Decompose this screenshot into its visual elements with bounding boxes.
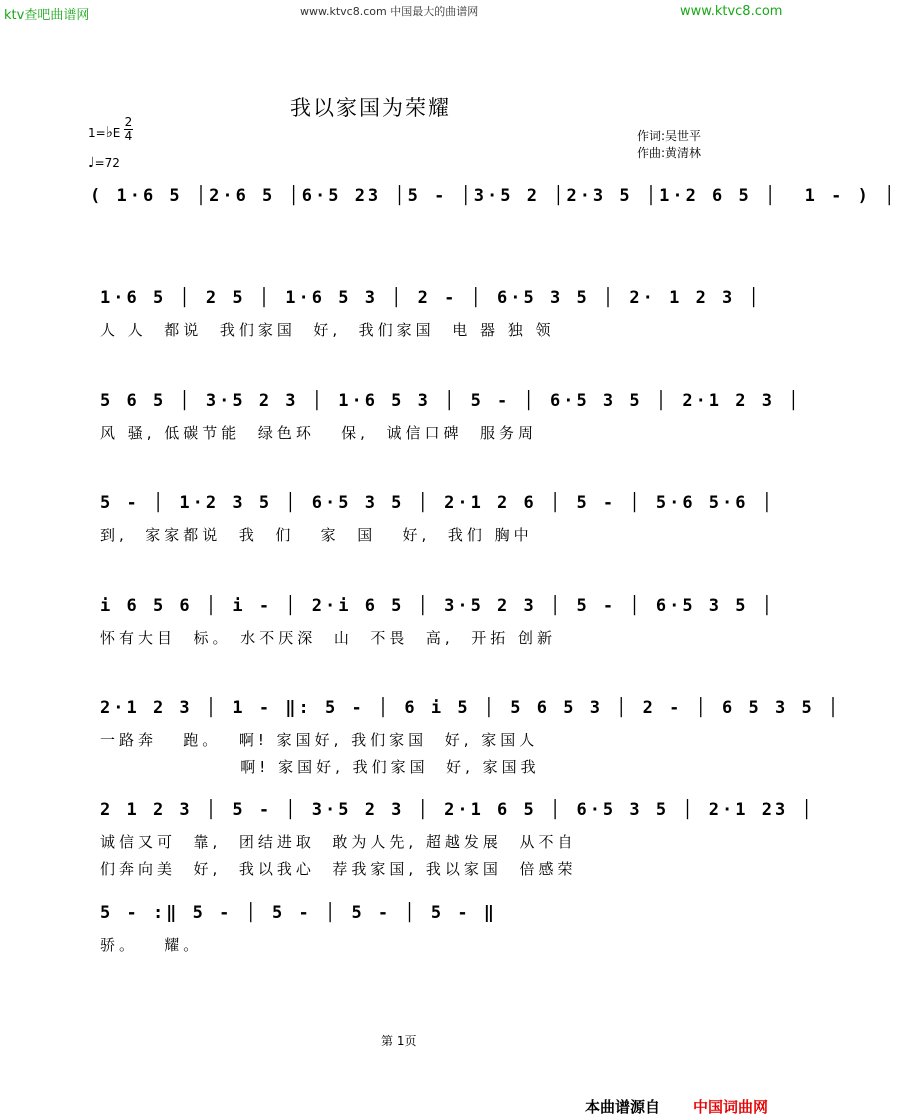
lyric-line-3: 到, 家家都说 我 们 家 国 好, 我们 胸中 <box>100 526 533 544</box>
lyric-line-6b: 们奔向美 好, 我以我心 荐我家国, 我以家国 倍感荣 <box>100 860 577 878</box>
site-header-banner: www.ktvc8.com 中国最大的曲谱网 <box>300 5 479 18</box>
site-logo-right[interactable]: www.ktvc8.com <box>680 4 783 19</box>
time-unit: 4 <box>124 129 133 143</box>
source-label: 本曲谱源自 <box>585 1098 661 1116</box>
notation-line-3: 5 - │ 1·2 3 5 │ 6·5 3 5 │ 2·1 2 6 │ 5 - │ 5·6 5·6 │ <box>100 493 775 513</box>
composer-credit: 作曲:黄清林 <box>637 146 702 160</box>
lyric-line-1: 人 人 都说 我们家国 好, 我们家国 电 器 独 领 <box>100 321 555 339</box>
song-title: 我以家国为荣耀 <box>290 96 451 120</box>
lyric-line-5b: 啊! 家国好, 我们家国 好, 家国我 <box>100 758 540 776</box>
notation-line-2: 5 6 5 │ 3·5 2 3 │ 1·6 5 3 │ 5 - │ 6·5 3 5 │ 2·1 2 3 │ <box>100 391 802 411</box>
lyricist-credit: 作词:吴世平 <box>637 129 702 143</box>
page-number: 第 1页 <box>381 1034 417 1048</box>
lyric-line-7: 骄。 耀。 <box>100 936 203 954</box>
notation-line-1: 1·6 5 │ 2 5 │ 1·6 5 3 │ 2 - │ 6·5 3 5 │ 2· 1 2 3 │ <box>100 288 762 308</box>
notation-line-6: 2 1 2 3 │ 5 - │ 3·5 2 3 │ 2·1 6 5 │ 6·5 3 5 │ 2·1 23 │ <box>100 800 815 820</box>
tempo-marking <box>88 155 120 171</box>
site-logo-left[interactable]: ktv查吧曲谱网 <box>4 8 90 23</box>
notation-line-7: 5 - :‖ 5 - │ 5 - │ 5 - │ 5 - ‖ <box>100 903 498 923</box>
notation-line-intro: ( 1·6 5 │2·6 5 │6·5 23 │5 - │3·5 2 │2·3 5 │1·2 6 5 │ 1 - ) │ <box>90 186 897 206</box>
lyric-line-4: 怀有大目 标。 水不厌深 山 不畏 高, 开拓 创新 <box>100 629 556 647</box>
source-site-link[interactable]: 中国词曲网 <box>693 1098 769 1116</box>
notation-line-4: i 6 5 6 │ i - │ 2·i 6 5 │ 3·5 2 3 │ 5 - │ 6·5 3 5 │ <box>100 596 775 616</box>
key-prefix: 1= <box>88 126 106 140</box>
time-beats: 2 <box>124 115 133 129</box>
notation-line-5: 2·1 2 3 │ 1 - ‖: 5 - │ 6 i 5 │ 5 6 5 3 │ 2 - │ 6 5 3 5 │ <box>100 698 842 718</box>
lyric-line-5a: 一路奔 跑。 啊! 家国好, 我们家国 好, 家国人 <box>100 731 539 749</box>
key-signature <box>88 123 120 141</box>
lyric-line-2: 风 骚, 低碳节能 绿色环 保, 诚信口碑 服务周 <box>100 424 537 442</box>
tempo-value: =72 <box>94 156 120 170</box>
time-signature <box>124 116 133 143</box>
key-letter: E <box>112 126 121 140</box>
lyric-line-6a: 诚信又可 靠, 团结进取 敢为人先, 超越发展 从不自 <box>100 833 577 851</box>
quarter-note-icon: ♩ <box>88 155 95 171</box>
flat-icon: ♭ <box>105 123 113 141</box>
